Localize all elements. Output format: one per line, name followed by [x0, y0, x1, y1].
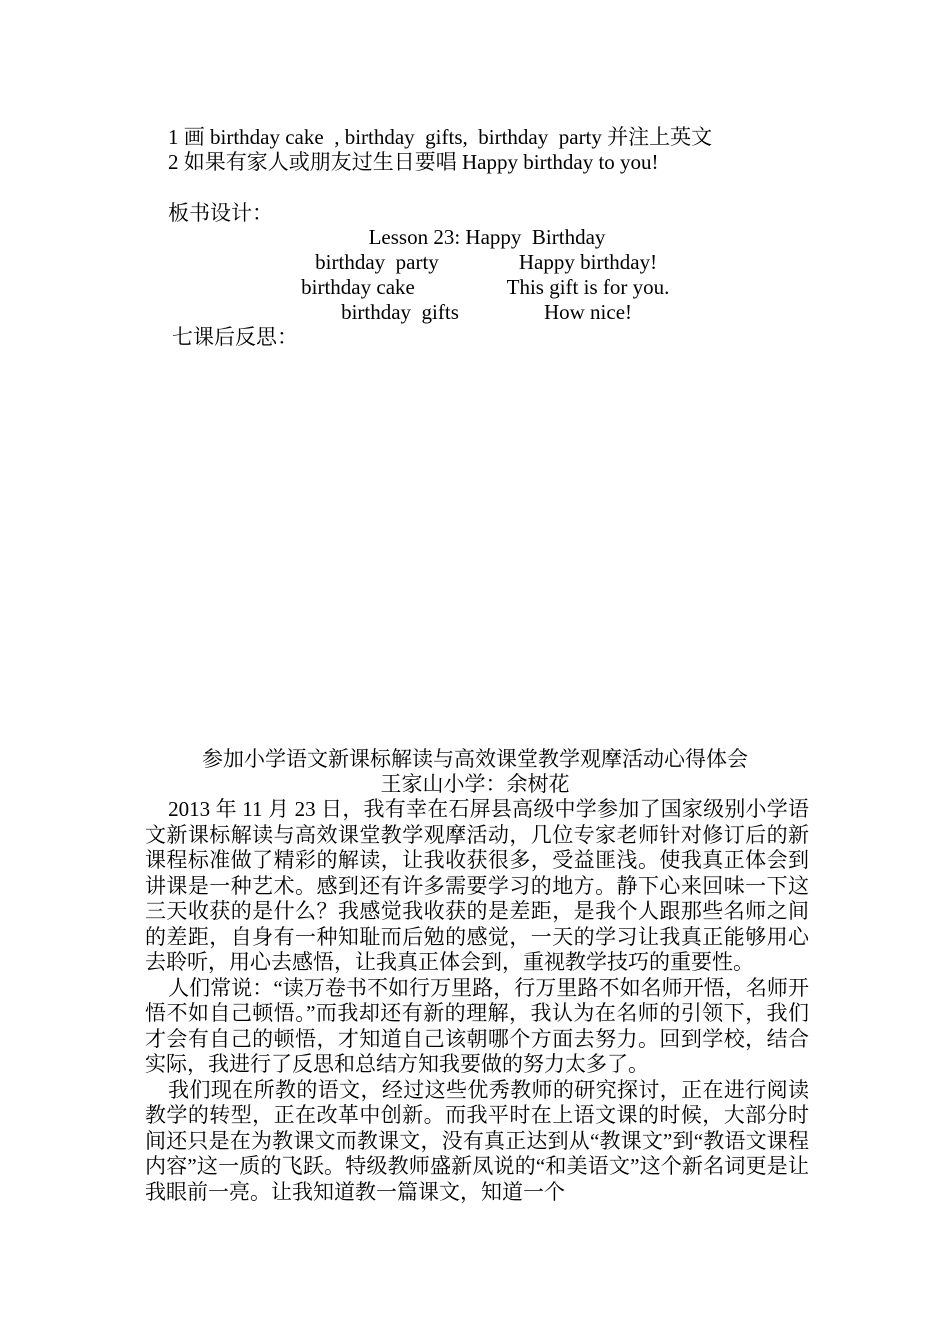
board-row-3-right: How nice!: [543, 300, 633, 324]
essay-body: [145, 797, 809, 1205]
board-row-2-right: This gift is for you.: [506, 275, 670, 299]
board-row-1-right: Happy birthday!: [518, 250, 658, 274]
board-design-heading: 板书设计：: [168, 201, 273, 225]
essay-paragraph-2: 人们常说：“读万卷书不如行万里路，行万里路不如名师开悟，名师开悟不如自己顿悟。”而我却还有新的理解，我认为在名师的引领下，我们才会有自己的顿悟，才知道自己该朝哪个方面去努力。回到学校，结合实际，我进行了反思和总结方知我要做的努力太多了。: [145, 975, 809, 1076]
essay-paragraph-3: 我们现在所教的语文，经过这些优秀教师的研究探讨，正在进行阅读教学的转型，正在改革中创新。而我平时在上语文课的时候，大部分时间还只是在为教课文而教课文，没有真正达到从“教课文”到“教语文课程内容”这一质的飞跃。特级教师盛新凤说的“和美语文”这个新名词更是让我眼前一亮。让我知道教一篇课文，知道一个: [145, 1077, 809, 1204]
essay-title: 参加小学语文新课标解读与高效课堂教学观摩活动心得体会: [202, 747, 748, 771]
board-row-2-left: birthday cake: [301, 275, 415, 299]
essay-paragraph-1: 2013 年 11 月 23 日，我有幸在石屏县高级中学参加了国家级别小学语文新课标解读与高效课堂教学观摩活动，几位专家老师针对修订后的新课程标准做了精彩的解读，让我收获很多，受益匪浅。使我真正体会到讲课是一种艺术。感到还有许多需要学习的地方。静下心来回味一下这三天收获的是什么？我感觉我收获的是差距，是我个人跟那些名师之间的差距，自身有一种知耻而后勉的感觉，一天的学习让我真正能够用心去聆听，用心去感悟，让我真正体会到，重视教学技巧的重要性。: [145, 797, 809, 974]
board-row-3-left: birthday gifts: [341, 300, 459, 324]
reflection-heading: 七课后反思：: [172, 325, 298, 349]
board-row-1-left: birthday party: [315, 250, 439, 274]
essay-author: 王家山小学：余树花: [380, 772, 570, 796]
homework-item-2: 2 如果有家人或朋友过生日要唱 Happy birthday to you!: [168, 150, 659, 174]
homework-item-1: 1 画 birthday cake , birthday gifts, birthday party 并注上英文: [168, 125, 713, 149]
board-title: Lesson 23: Happy Birthday: [368, 225, 606, 249]
